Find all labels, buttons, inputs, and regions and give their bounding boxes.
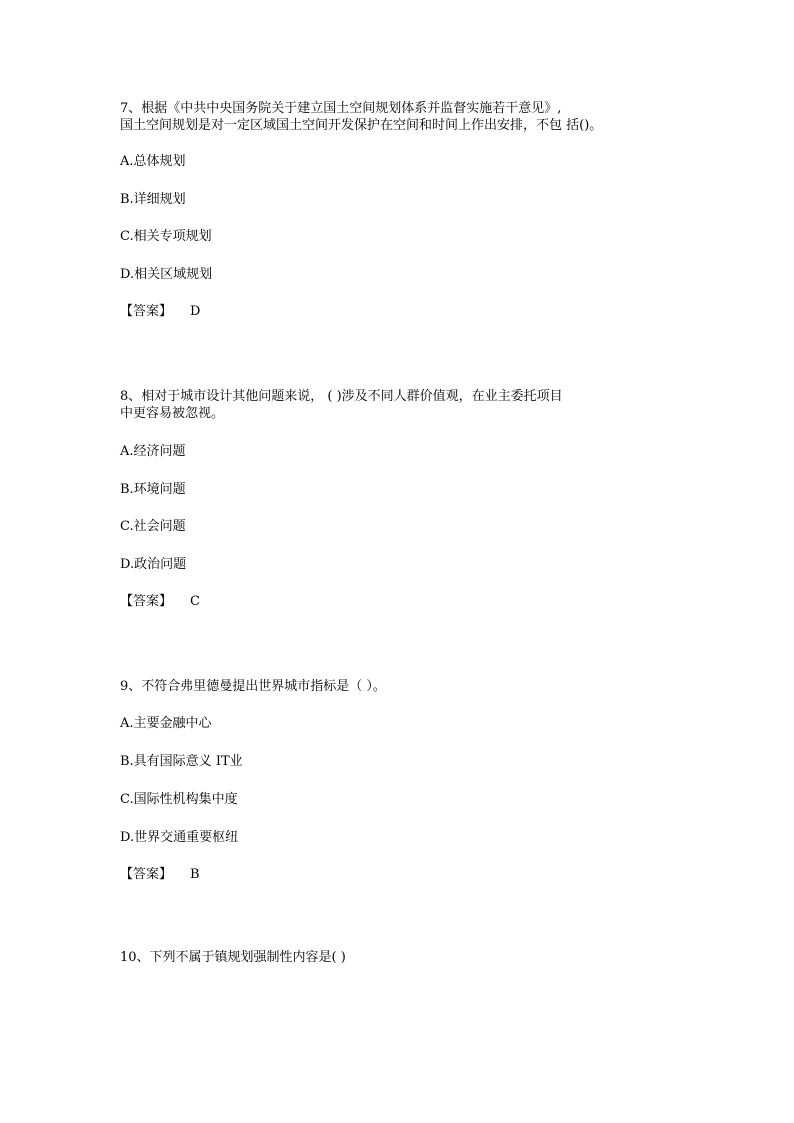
answer-label: 【答案】 bbox=[120, 594, 173, 609]
answer-label: 【答案】 bbox=[120, 867, 173, 882]
question-8-stem-line-1: 8、相对于城市设计其他问题来说， ( )涉及不同人群价值观，在业主委托项目 bbox=[120, 389, 563, 404]
question-7-option-d: D.相关区域规划 bbox=[120, 267, 213, 282]
answer-value: B bbox=[190, 867, 200, 882]
answer-value: D bbox=[190, 304, 201, 319]
question-7-stem-line-1: 7、根据《中共中央国务院关于建立国土空间规划体系并监督实施若干意见》, bbox=[120, 101, 562, 116]
question-9-option-c: C.国际性机构集中度 bbox=[120, 792, 238, 807]
answer-value: C bbox=[190, 594, 200, 609]
question-8-option-b: B.环境问题 bbox=[120, 482, 186, 497]
answer-label: 【答案】 bbox=[120, 304, 173, 319]
question-10-stem-line-1: 10、下列不属于镇规划强制性内容是( ) bbox=[120, 950, 346, 965]
question-8-option-a: A.经济问题 bbox=[120, 444, 186, 459]
question-9-option-a: A.主要金融中心 bbox=[120, 716, 212, 731]
question-8-answer bbox=[120, 594, 200, 610]
question-8-stem-line-2: 中更容易被忽视。 bbox=[120, 406, 225, 421]
question-9-option-b: B.具有国际意义 IT业 bbox=[120, 754, 243, 769]
question-7-option-b: B.详细规划 bbox=[120, 192, 186, 207]
question-7-option-c: C.相关专项规划 bbox=[120, 229, 212, 244]
question-9-answer bbox=[120, 867, 200, 883]
question-7-stem-line-2: 国土空间规划是对一定区域国土空间开发保护在空间和时间上作出安排，不包 括()。 bbox=[120, 118, 603, 133]
question-8-option-d: D.政治问题 bbox=[120, 557, 187, 572]
question-7-option-a: A.总体规划 bbox=[120, 154, 186, 169]
question-9-option-d: D.世界交通重要枢纽 bbox=[120, 830, 239, 845]
question-8-option-c: C.社会问题 bbox=[120, 519, 186, 534]
question-9-stem-line-1: 9、不符合弗里德曼提出世界城市指标是（ ）。 bbox=[120, 679, 386, 694]
question-7-answer bbox=[120, 304, 200, 320]
